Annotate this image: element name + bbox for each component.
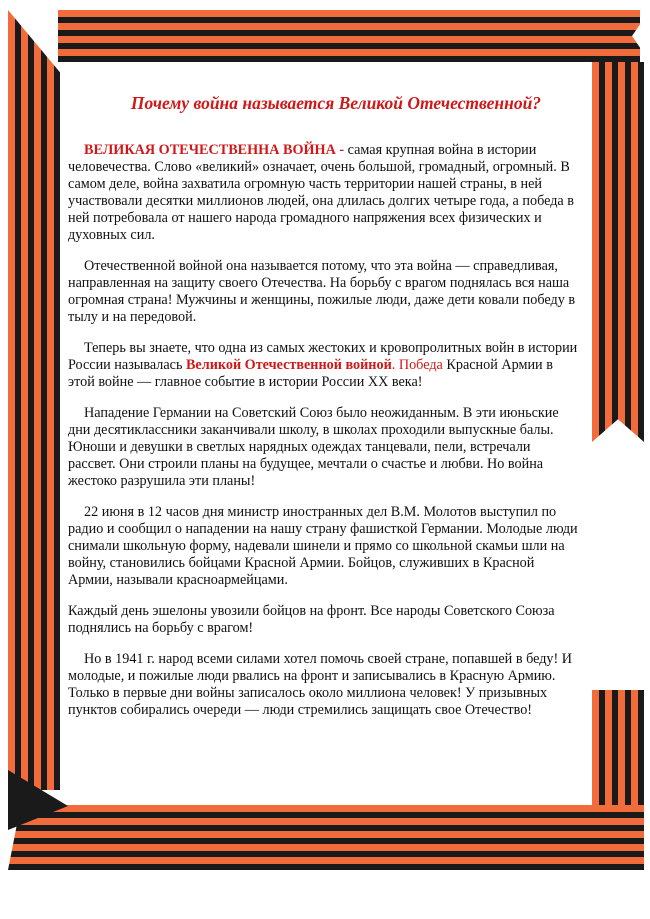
paragraph-6-text: Каждый день эшелоны увозили бойцов на фронт. Все народы Советского Союза поднялись на борьбу с врагом!	[68, 603, 555, 636]
paragraph-7-text: Но в 1941 г. народ всеми силами хотел помочь своей стране, попавшей в беду! И молодые, и пожилые люди рвались на фронт и записывались в Красную Армию. Только в первые дни войны записалось около миллиона человек! У призывных пунктов собирались очереди — люди стремились защищать свое Отечество!	[68, 651, 573, 718]
paragraph-6	[68, 603, 580, 637]
ribbon-bottom	[8, 805, 644, 870]
paragraph-1-text: самая крупная война в истории человечества. Слово «великий» означает, очень большой, громадный, огромный. В самом деле, война захватила огромную часть территории нашей страны, в ней участвовали десятки миллионов людей, она длилась долгих четыре года, а победа в ней потребовала от нашего народа громадного напряжения всех физических и духовных сил.	[68, 142, 574, 243]
paragraph-4	[68, 405, 580, 490]
paragraph-3-red-text: . Победа	[391, 357, 443, 373]
paragraph-3-text-before: Теперь вы знаете, что одна из самых жестоких и кровопролитных войн в истории России называлась	[68, 340, 578, 373]
paragraph-3	[68, 340, 580, 391]
paragraph-2	[68, 258, 580, 326]
page-title: Почему война называется Великой Отечественной?	[130, 93, 542, 113]
paragraph-1-highlight: ВЕЛИКАЯ ОТЕЧЕСТВЕННА ВОЙНА -	[84, 142, 345, 158]
paragraph-7	[68, 651, 580, 719]
ribbon-left	[8, 10, 60, 790]
document-body	[68, 95, 580, 733]
paragraph-2-text: Отечественной войной она называется потому, что эта война — справедливая, направленная на защиту своего Отечества. На борьбу с врагом поднялась вся наша огромная страна! Мужчины и женщины, пожилые люди, даже дети ковали победу в тылу и на передовой.	[68, 258, 576, 325]
paragraph-1	[68, 142, 580, 244]
paragraph-3-highlight: Великой Отечественной войной	[185, 357, 392, 373]
paragraph-5-text: 22 июня в 12 часов дня министр иностранных дел В.М. Молотов выступил по радио и сообщил о нападении на нашу страну фашисткой Германии. Молодые люди снимали школьную форму, надевали шинели и прямо со школьной скамьи шли на войну, становились бойцами Красной Армии. Бойцов, служивших в Красной Армии, называли красноармейцами.	[68, 504, 578, 588]
ribbon-right-top	[592, 62, 644, 442]
paragraph-3-text-after: Красной Армии в этой войне — главное событие в истории России ХХ века!	[68, 357, 553, 390]
paragraph-5	[68, 504, 580, 589]
paragraph-4-text: Нападение Германии на Советский Союз было неожиданным. В эти июньские дни десятиклассники заканчивали школу, в школах проходили выпускные балы. Юноши и девушки в светлых нарядных одеждах танцевали, пели, встречали рассвет. Они строили планы на будущее, мечтали о счастье и любви. Но война жестоко разрушила эти планы!	[68, 405, 559, 489]
ribbon-top	[58, 10, 640, 62]
